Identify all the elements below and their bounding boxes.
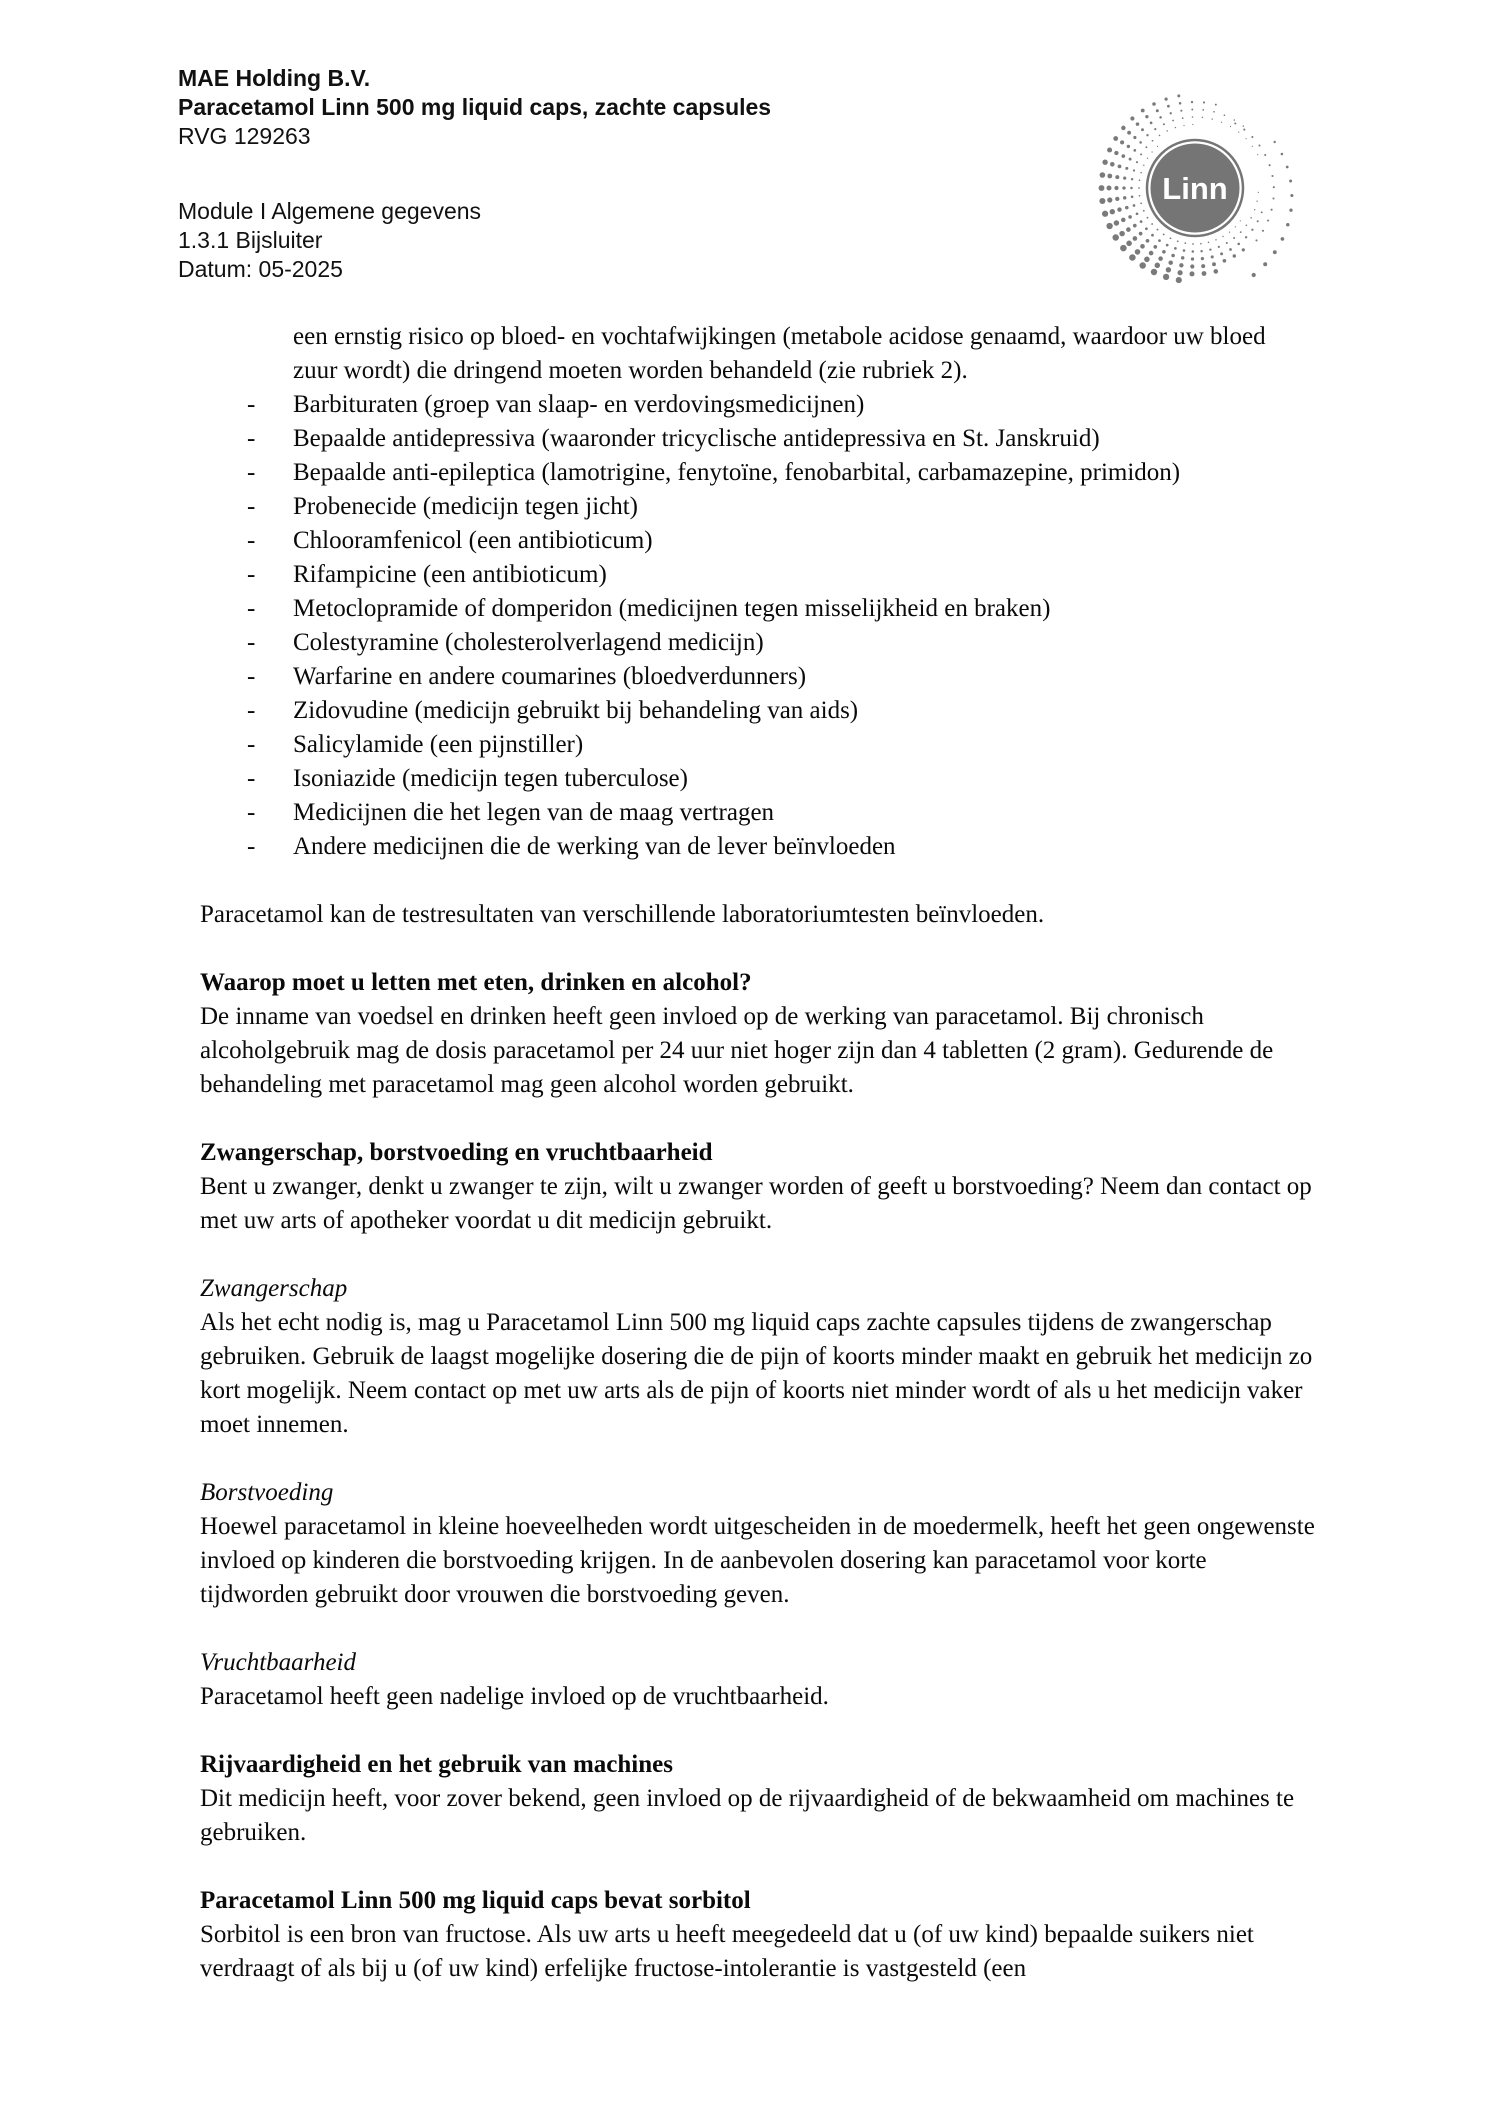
dash-marker: - [247, 629, 256, 656]
section-paragraph: Hoewel paracetamol in kleine hoeveelheden wordt uitgescheiden in de moedermelk, heeft het geen ongewenste invloed op kinderen die borstvoeding krijgen. In de aanbevolen dosering kan paracetamol voor korte tijdworden gebruikt door vrouwen die borstvoeding geven. [200, 1513, 1315, 1608]
dash-marker: - [247, 731, 256, 758]
dash-marker: - [247, 697, 256, 724]
interaction-list [200, 388, 1315, 864]
list-item-text: Medicijnen die het legen van de maag vertragen [293, 799, 775, 826]
list-item [200, 490, 1315, 524]
subsection-heading: Borstvoeding [200, 1479, 334, 1506]
subsection-zwangerschap [200, 1272, 1315, 1442]
section-heading: Rijvaardigheid en het gebruik van machines [200, 1751, 673, 1778]
list-item-text: Warfarine en andere coumarines (bloedverdunners) [293, 663, 807, 690]
list-item-text: Zidovudine (medicijn gebruikt bij behandeling van aids) [293, 697, 859, 724]
dash-marker: - [247, 425, 256, 452]
section-rijvaardigheid [200, 1748, 1315, 1850]
dash-marker: - [247, 493, 256, 520]
list-item [200, 456, 1315, 490]
list-item-text: Rifampicine (een antibioticum) [293, 561, 607, 588]
section-paragraph: Paracetamol heeft geen nadelige invloed op de vruchtbaarheid. [200, 1683, 829, 1710]
list-item-text: Bepaalde anti-epileptica (lamotrigine, fenytoïne, fenobarbital, carbamazepine, primidon) [293, 459, 1181, 486]
subsection-heading: Vruchtbaarheid [200, 1649, 357, 1676]
list-item-text: Barbituraten (groep van slaap- en verdovingsmedicijnen) [293, 391, 865, 418]
linn-logo-label: Linn [1162, 171, 1228, 206]
list-item-text: Metoclopramide of domperidon (medicijnen tegen misselijkheid en braken) [293, 595, 1051, 622]
rvg-number: RVG 129263 [178, 123, 311, 149]
list-item [200, 626, 1315, 660]
linn-logo [1085, 78, 1305, 298]
dash-marker: - [247, 765, 256, 792]
subsection-borstvoeding [200, 1476, 1315, 1612]
date-line: Datum: 05-2025 [178, 256, 343, 282]
dash-marker: - [247, 527, 256, 554]
section-heading: Paracetamol Linn 500 mg liquid caps bevat sorbitol [200, 1887, 751, 1914]
section-paragraph: Sorbitol is een bron van fructose. Als uw arts u heeft meegedeeld dat u (of uw kind) bepaalde suikers niet verdraagt of als bij u (of uw kind) erfelijke fructose-intolerantie is vastgesteld (een [200, 1921, 1254, 1982]
list-item [200, 558, 1315, 592]
document-header [178, 64, 771, 284]
section-paragraph: Dit medicijn heeft, voor zover bekend, geen invloed op de rijvaardigheid of de bekwaamheid om machines te gebruiken. [200, 1785, 1295, 1846]
section-heading: Zwangerschap, borstvoeding en vruchtbaarheid [200, 1139, 713, 1166]
section-paragraph: De inname van voedsel en drinken heeft geen invloed op de werking van paracetamol. Bij chronisch alcoholgebruik mag de dosis paracetamol per 24 uur niet hoger zijn dan 4 tabletten (2 gram). Gedurende de behandeling met paracetamol mag geen alcohol worden gebruikt. [200, 1003, 1274, 1098]
list-item [200, 422, 1315, 456]
dash-marker: - [247, 561, 256, 588]
paragraph-lab-note: Paracetamol kan de testresultaten van verschillende laboratoriumtesten beïnvloeden. [200, 901, 1045, 928]
list-item-text: Colestyramine (cholesterolverlagend medicijn) [293, 629, 764, 656]
dash-marker: - [247, 595, 256, 622]
list-item-text: Chlooramfenicol (een antibioticum) [293, 527, 653, 554]
list-item-text: Isoniazide (medicijn tegen tuberculose) [293, 765, 688, 792]
document-body [200, 320, 1315, 1986]
product-title: Paracetamol Linn 500 mg liquid caps, zachte capsules [178, 94, 772, 120]
subsection-vruchtbaarheid [200, 1646, 1315, 1714]
bijsluiter-line: 1.3.1 Bijsluiter [178, 227, 323, 253]
list-item-text: Salicylamide (een pijnstiller) [293, 731, 584, 758]
company-name: MAE Holding B.V. [178, 65, 371, 91]
module-line: Module I Algemene gegevens [178, 198, 482, 224]
list-item-text: Andere medicijnen die de werking van de lever beïnvloeden [293, 833, 896, 860]
paragraph-continuation: een ernstig risico op bloed- en vochtafwijkingen (metabole acidose genaamd, waardoor uw bloed zuur wordt) die dringend moeten worden behandeld (zie rubriek 2). [293, 323, 1266, 384]
list-item [200, 524, 1315, 558]
dash-marker: - [247, 391, 256, 418]
list-item [200, 728, 1315, 762]
list-item [200, 388, 1315, 422]
dash-marker: - [247, 799, 256, 826]
list-item [200, 694, 1315, 728]
section-paragraph: Als het echt nodig is, mag u Paracetamol Linn 500 mg liquid caps zachte capsules tijdens de zwangerschap gebruiken. Gebruik de laagst mogelijke dosering die de pijn of koorts minder maakt en gebruik het medicijn zo kort mogelijk. Neem contact op met uw arts als de pijn of koorts niet minder wordt of als u het medicijn vaker moet innemen. [200, 1309, 1313, 1438]
list-item-text: Probenecide (medicijn tegen jicht) [293, 493, 639, 520]
section-heading: Waarop moet u letten met eten, drinken en alcohol? [200, 969, 752, 996]
subsection-heading: Zwangerschap [200, 1275, 348, 1302]
list-item [200, 796, 1315, 830]
list-item [200, 830, 1315, 864]
section-paragraph: Bent u zwanger, denkt u zwanger te zijn, wilt u zwanger worden of geeft u borstvoeding? Neem dan contact op met uw arts of apotheker voordat u dit medicijn gebruikt. [200, 1173, 1312, 1234]
dash-marker: - [247, 833, 256, 860]
list-item [200, 762, 1315, 796]
linn-logo-graphic [1085, 78, 1305, 298]
dash-marker: - [247, 459, 256, 486]
section-bevat-sorbitol [200, 1884, 1315, 1986]
list-item [200, 592, 1315, 626]
list-item [200, 660, 1315, 694]
list-item-text: Bepaalde antidepressiva (waaronder tricyclische antidepressiva en St. Janskruid) [293, 425, 1100, 452]
dash-marker: - [247, 663, 256, 690]
header-spacer [178, 151, 771, 197]
section-zwangerschap-borstvoeding-vruchtbaarheid [200, 1136, 1315, 1238]
section-eten-drinken-alcohol [200, 966, 1315, 1102]
